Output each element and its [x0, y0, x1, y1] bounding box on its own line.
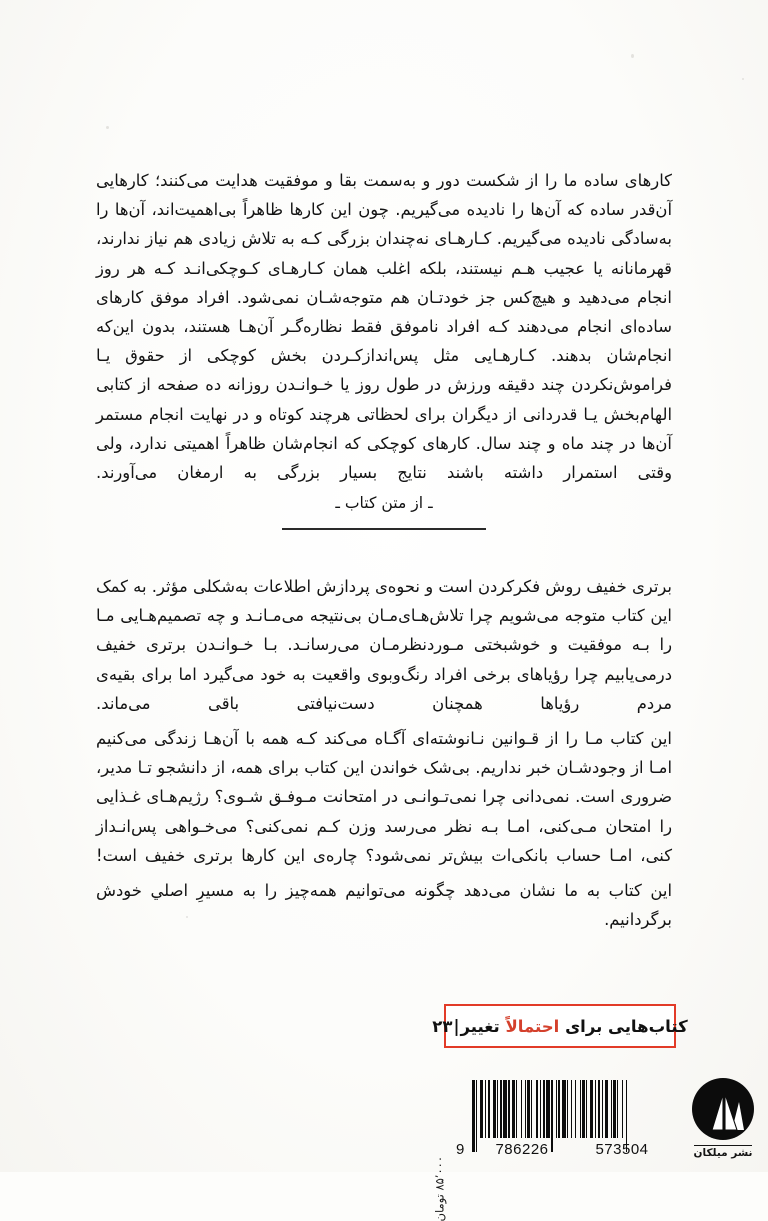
- scan-speck: [742, 78, 744, 80]
- series-badge: [432, 1004, 688, 1048]
- series-separator: |: [453, 1016, 460, 1036]
- section-divider: [0, 528, 768, 530]
- barcode-lead-digit: 9: [456, 1141, 465, 1158]
- barcode: [456, 1080, 680, 1158]
- series-suffix: تغییر: [460, 1016, 500, 1036]
- publisher-name: نشر میلکان: [693, 1147, 753, 1159]
- divider-line: [282, 528, 486, 530]
- barcode-left-group: 786226: [495, 1141, 549, 1158]
- excerpt-block: [96, 166, 672, 518]
- publisher: [686, 1078, 760, 1160]
- blurb-paragraph-1: برتری خفیف روش فکرکردن است و نحوه‌ی پردازش اطلاعات به‌شکلی مؤثر. به کمک این کتاب متوجه می‌شویم چرا تلاش‌هـای‌مـان بی‌نتیجه می‌مـانـد و چه تصمیم‌هـایی مـا را بـه موفقیت و خوشبختی مـوردنظرمـان می‌رسانـد. بـا خـوانـدن برتری خفیف درمی‌یابیم چرا رؤیاهای برخی افراد رنگ‌وبوی واقعیت به خود می‌گیرد اما برای بقیه‌ی مردم رؤیاها همچنان دست‌نیافتی باقی می‌ماند.: [96, 577, 672, 713]
- price-label: ۸۵٬۰۰۰ تومان: [432, 1156, 446, 1221]
- cover-footer: [0, 992, 768, 1221]
- blurb-paragraph-2: این کتاب مـا را از قـوانین نـانوشته‌ای آگـاه می‌کند کـه همه با آن‌هـا زندگی می‌کنیم امـا از وجودشـان خبر نداریم. بی‌شک خواندن این کتاب برای همه، از دانشجو تـا مدیر، ضروری است. نمی‌دانی چرا نمی‌تـوانـی در امتحانت مـوفـق شـوی؟ رژیم‌هـای غـذایی را امتحان مـی‌کنی، امـا بـه نظر می‌رسد وزن کـم نمی‌کنی؟ می‌خـواهی پس‌انـداز کنی، امـا حساب بانکی‌ات بیش‌تر نمی‌شود؟ چاره‌ی این کارها برتری خفیف است!: [96, 729, 672, 865]
- barcode-numbers: [472, 1141, 672, 1158]
- blurb-block: [96, 572, 672, 934]
- series-label: [432, 1017, 687, 1036]
- barcode-bars: [472, 1080, 680, 1138]
- scan-speck: [106, 126, 109, 129]
- series-highlight: احتمالاً: [505, 1016, 560, 1036]
- barcode-right-group: 573504: [595, 1141, 649, 1158]
- series-prefix: کتاب‌هایی برای: [565, 1016, 688, 1036]
- series-number: ۲۳: [432, 1016, 453, 1036]
- mountain-icon: [692, 1078, 754, 1140]
- scan-speck: [631, 54, 634, 58]
- blurb-paragraph-3: این کتاب به ما نشان می‌دهد چگونه می‌توانیم همه‌چیز را به مسیرِ اصلي خودش برگردانیم.: [96, 881, 672, 930]
- excerpt-paragraph: کارهای ساده ما را از شکست دور و به‌سمت بقا و موفقیت هدایت می‌کنند؛ کارهایی آن‌قدر ساده که آن‌ها را نادیده می‌گیریم. چون این کارها ظاهراً بی‌اهمیت‌اند، آن‌ها را به‌سادگی نادیده می‌گیریم. کـارهـای نه‌چندان بزرگی کـه به تلاش زیادی هم نیاز ندارند، قهرمانانه یا عجیب هـم نیستند، بلکه اغلب همان کـارهـای کـوچکی‌انـد کـه هر روز انجام می‌دهید و هیچ‌کس جز خودتـان هم متوجه‌شـان نمی‌شود. افراد موفق کارهای ساده‌ای انجام می‌دهند کـه افراد ناموفق فقط نظاره‌گـر آن‌هـا هستند، بدون این‌که انجام‌شان بدهند. کـارهـایی مثل پس‌اندازکـردن بخش کوچکی از حقوق یـا فراموش‌نکردن چند دقیقه ورزش در طول روز یا خـوانـدن روزانه ده صفحه از کتابی الهام‌بخش یـا قدردانی از دیگران برای لحظاتی هرچند کوتاه و در نهایت انجام مستمر آن‌ها در چند ماه و چند سال. کارهای کوچکی که انجام‌شان ظاهراً اهمیتی ندارد، ولی وقتی استمرار داشته باشند نتایج بسیار بزرگی به ارمغان می‌آورند.: [96, 171, 672, 483]
- excerpt-attribution: ـ از متن کتاب ـ: [335, 494, 433, 513]
